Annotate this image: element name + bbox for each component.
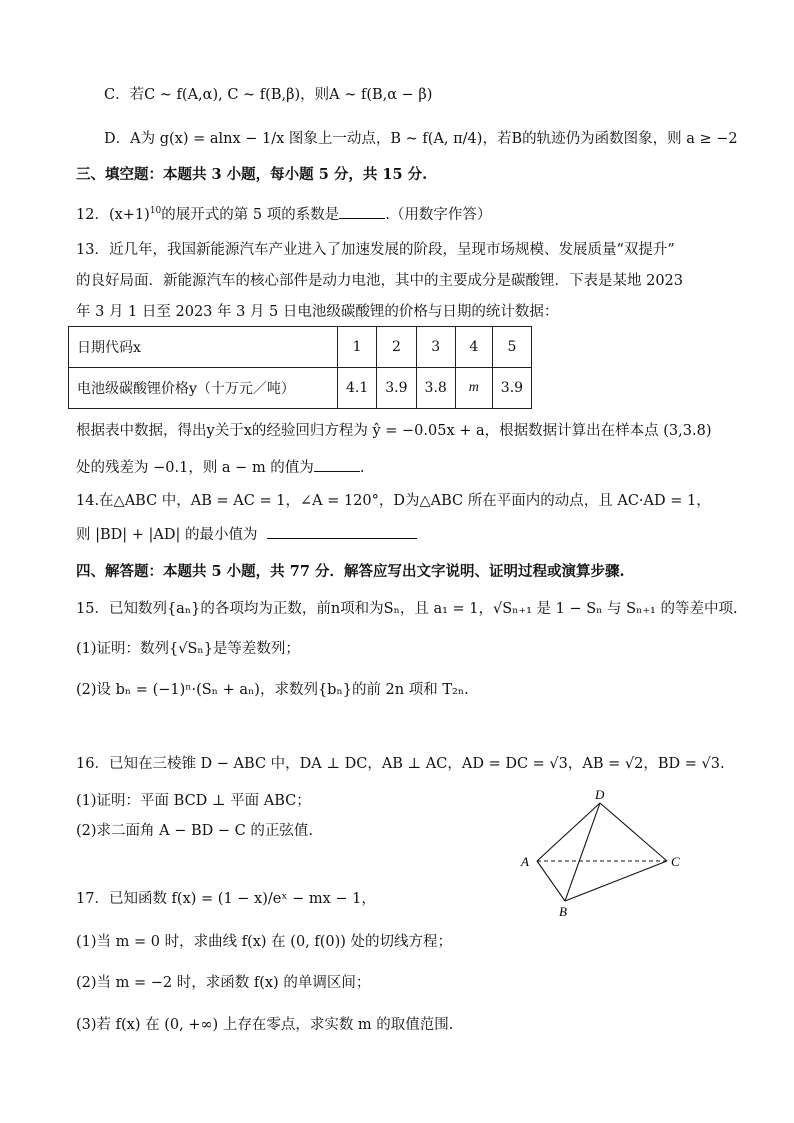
q13-line-5b: . bbox=[359, 460, 365, 476]
q17-line-3: (2)当 m = −2 时，求函数 f(x) 的单调区间； bbox=[76, 975, 371, 991]
q15-line-2: (1)证明：数列{√Sₙ}是等差数列； bbox=[76, 641, 300, 657]
table-row2-label: 电池级碳酸锂价格y（十万元／吨） bbox=[69, 368, 338, 409]
edge-AB bbox=[537, 861, 565, 901]
q12-answer-blank bbox=[339, 204, 385, 219]
table-cell: 3.9 bbox=[492, 368, 531, 409]
section-3-heading: 三、填空题：本题共 3 小题，每小题 5 分，共 15 分. bbox=[76, 166, 428, 183]
q12-part-a: 12．(x+1) bbox=[76, 206, 150, 223]
label-B: B bbox=[559, 904, 567, 919]
q13-line-3: 年 3 月 1 日至 2023 年 3 月 5 日电池级碳酸锂的价格与日期的统计数据： bbox=[76, 304, 559, 320]
table-cell: 3.9 bbox=[377, 368, 416, 409]
tetrahedron-figure bbox=[515, 785, 695, 920]
q17-line-1: 17．已知函数 f(x) = (1 − x)/eˣ − mx − 1， bbox=[76, 891, 376, 907]
table-cell: m bbox=[455, 368, 492, 409]
table-row bbox=[69, 368, 532, 409]
q16-line-1: 16．已知在三棱锥 D − ABC 中，DA ⊥ DC，AB ⊥ AC，AD = DC = √3，AB = √2，BD = √3. bbox=[76, 756, 725, 772]
q14-line-2-text: 则 |BD| + |AD| 的最小值为 bbox=[76, 527, 258, 543]
edge-DA bbox=[537, 803, 600, 861]
table-cell: 4 bbox=[455, 327, 492, 368]
table-row1-label: 日期代码x bbox=[69, 327, 338, 368]
q15-line-1: 15．已知数列{aₙ}的各项均为正数，前n项和为Sₙ，且 a₁ = 1，√Sₙ₊₁ 是 1 − Sₙ 与 Sₙ₊₁ 的等差中项. bbox=[76, 601, 738, 617]
edge-DC bbox=[600, 803, 667, 861]
option-c: C．若C ~ f(A,α), C ~ f(B,β)，则A ~ f(B,α − β) bbox=[104, 87, 433, 103]
q13-answer-blank bbox=[314, 457, 360, 472]
q14-line-1: 14.在△ABC 中，AB = AC = 1，∠A = 120°，D为△ABC 所在平面内的动点，且 AC·AD = 1， bbox=[76, 493, 711, 509]
q14-answer-blank bbox=[267, 524, 417, 539]
q13-line-1: 13．近几年，我国新能源汽车产业进入了加速发展的阶段，呈现市场规模、发展质量“双提升” bbox=[76, 242, 675, 258]
option-d: D．A为 g(x) = alnx − 1/x 图象上一动点，B ~ f(A, π/4)，若B的轨迹仍为函数图象，则 a ≥ −2 bbox=[104, 131, 738, 147]
table-cell: 2 bbox=[377, 327, 416, 368]
q16-line-2: (1)证明：平面 BCD ⊥ 平面 ABC； bbox=[76, 793, 311, 809]
q17-line-4: (3)若 f(x) 在 (0, +∞) 上存在零点，求实数 m 的取值范围. bbox=[76, 1017, 454, 1033]
q14-line-2 bbox=[76, 524, 417, 546]
table-cell: 5 bbox=[492, 327, 531, 368]
edge-BC bbox=[565, 861, 667, 901]
q13-line-5 bbox=[76, 457, 364, 479]
q12-part-c: .（用数字作答） bbox=[385, 206, 492, 223]
q13-line-2: 的良好局面．新能源汽车的核心部件是动力电池，其中的主要成分是碳酸锂．下表是某地 2023 bbox=[76, 273, 684, 289]
q13-line-4: 根据表中数据，得出y关于x的经验回归方程为 ŷ = −0.05x + a，根据数据计算出在样本点 (3,3.8) bbox=[76, 423, 712, 439]
lithium-price-table bbox=[68, 326, 532, 409]
edge-DB bbox=[565, 803, 600, 901]
q12-exponent: 10 bbox=[149, 206, 162, 216]
table-cell: 3 bbox=[416, 327, 455, 368]
table-cell: 1 bbox=[338, 327, 377, 368]
q17-line-2: (1)当 m = 0 时，求曲线 f(x) 在 (0, f(0)) 处的切线方程； bbox=[76, 934, 453, 950]
q13-line-5a: 处的残差为 −0.1，则 a − m 的值为 bbox=[76, 460, 314, 476]
label-C: C bbox=[671, 854, 680, 869]
q16-line-3: (2)求二面角 A − BD − C 的正弦值. bbox=[76, 823, 313, 839]
table-row bbox=[69, 327, 532, 368]
question-12 bbox=[76, 200, 491, 226]
section-4-heading: 四、解答题：本题共 5 小题，共 77 分．解答应写出文字说明、证明过程或演算步骤. bbox=[76, 563, 625, 580]
table-cell: 3.8 bbox=[416, 368, 455, 409]
q15-line-3: (2)设 bₙ = (−1)ⁿ·(Sₙ + aₙ)，求数列{bₙ}的前 2n 项和 T₂ₙ. bbox=[76, 682, 469, 698]
label-D: D bbox=[595, 787, 605, 802]
label-A: A bbox=[521, 854, 529, 869]
q12-part-b: 的展开式的第 5 项的系数是 bbox=[161, 206, 340, 223]
table-cell: 4.1 bbox=[338, 368, 377, 409]
